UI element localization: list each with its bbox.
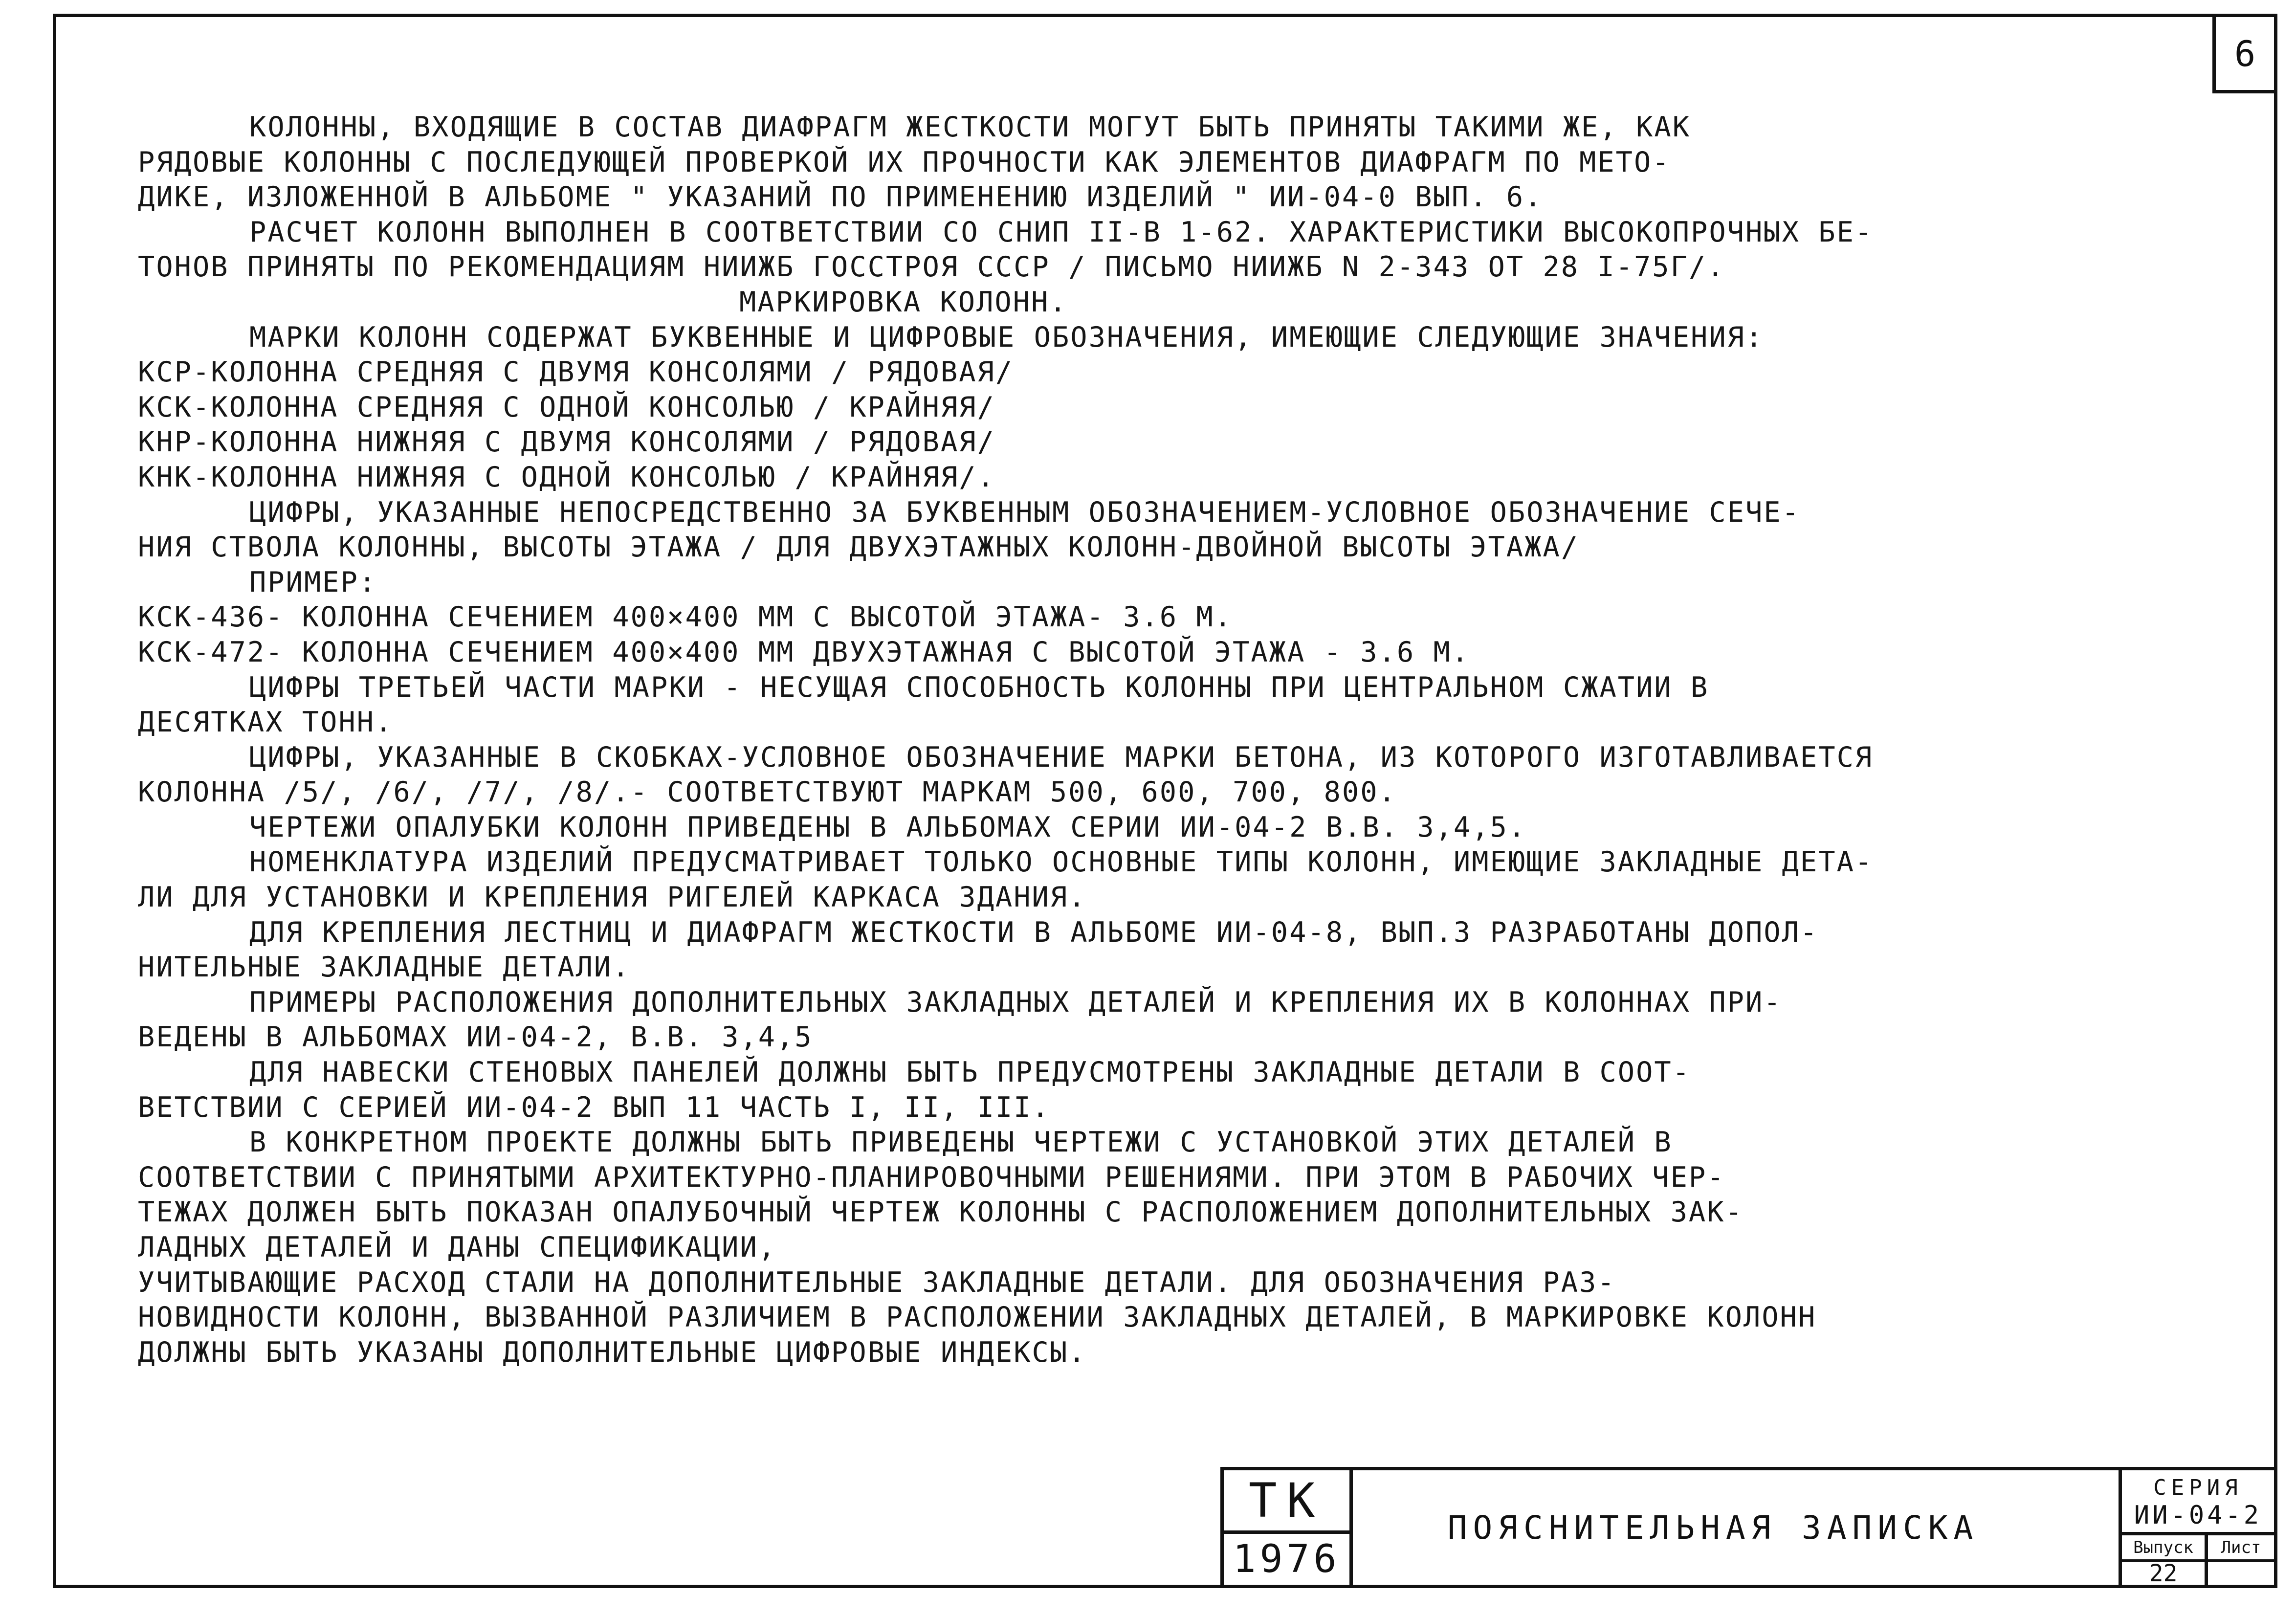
text-line: РЯДОВЫЕ КОЛОННЫ С ПОСЛЕДУЮЩЕЙ ПРОВЕРКОЙ ИХ ПРОЧНОСТИ КАК ЭЛЕМЕНТОВ ДИАФРАГМ ПО МЕТО- <box>138 146 1671 178</box>
text-line: ВЕДЕНЫ В АЛЬБОМАХ ИИ-04-2, В.В. 3,4,5 <box>138 1021 813 1054</box>
issue-value: 22 <box>2122 1559 2208 1585</box>
text-line: КНР-КОЛОННА НИЖНЯЯ С ДВУМЯ КОНСОЛЯМИ / РЯДОВАЯ/ <box>138 426 995 459</box>
text-line: СООТВЕТСТВИИ С ПРИНЯТЫМИ АРХИТЕКТУРНО-ПЛАНИРОВОЧНЫМИ РЕШЕНИЯМИ. ПРИ ЭТОМ В РАБОЧИХ ЧЕР- <box>138 1161 1725 1194</box>
text-line: ДИКЕ, ИЗЛОЖЕННОЙ В АЛЬБОМЕ " УКАЗАНИЙ ПО ПРИМЕНЕНИЮ ИЗДЕЛИЙ " ИИ-04-0 ВЫП. 6. <box>138 181 1543 214</box>
text-line: ДЛЯ КРЕПЛЕНИЯ ЛЕСТНИЦ И ДИАФРАГМ ЖЕСТКОСТИ В АЛЬБОМЕ ИИ-04-8, ВЫП.3 РАЗРАБОТАНЫ ДОПОЛ- <box>249 916 1819 949</box>
text-line: НОМЕНКЛАТУРА ИЗДЕЛИЙ ПРЕДУСМАТРИВАЕТ ТОЛЬКО ОСНОВНЫЕ ТИПЫ КОЛОНН, ИМЕЮЩИЕ ЗАКЛАДНЫЕ ДЕТА- <box>249 846 1874 879</box>
text-line: ЦИФРЫ, УКАЗАННЫЕ В СКОБКАХ-УСЛОВНОЕ ОБОЗНАЧЕНИЕ МАРКИ БЕТОНА, ИЗ КОТОРОГО ИЗГОТАВЛИВАЕТСЯ <box>249 741 1874 774</box>
text-line: ДЕСЯТКАХ ТОНН. <box>138 706 394 739</box>
text-line: ДЛЯ НАВЕСКИ СТЕНОВЫХ ПАНЕЛЕЙ ДОЛЖНЫ БЫТЬ ПРЕДУСМОТРЕНЫ ЗАКЛАДНЫЕ ДЕТАЛИ В СООТ- <box>249 1056 1691 1089</box>
text-line: РАСЧЕТ КОЛОНН ВЫПОЛНЕН В СООТВЕТСТВИИ СО СНИП II-В 1-62. ХАРАКТЕРИСТИКИ ВЫСОКОПРОЧНЫХ БЕ- <box>249 216 1874 248</box>
title-block-org-cell <box>1224 1470 1353 1585</box>
sheet-value <box>2208 1559 2274 1585</box>
text-line: ВЕТСТВИИ С СЕРИЕЙ ИИ-04-2 ВЫП 11 ЧАСТЬ I, II, III. <box>138 1091 1050 1124</box>
sheet-number: 6 <box>2212 17 2274 93</box>
org-code: ТК <box>1224 1470 1349 1534</box>
text-line: ЛИ ДЛЯ УСТАНОВКИ И КРЕПЛЕНИЯ РИГЕЛЕЙ КАРКАСА ЗДАНИЯ. <box>138 881 1087 914</box>
text-line: ЛАДНЫХ ДЕТАЛЕЙ И ДАНЫ СПЕЦИФИКАЦИИ, <box>138 1231 777 1263</box>
text-line: ПРИМЕР: <box>249 566 377 598</box>
text-line: КНК-КОЛОННА НИЖНЯЯ С ОДНОЙ КОНСОЛЬЮ / КРАЙНЯЯ/. <box>138 461 995 493</box>
text-line: НИТЕЛЬНЫЕ ЗАКЛАДНЫЕ ДЕТАЛИ. <box>138 951 631 984</box>
year: 1976 <box>1233 1537 1341 1581</box>
text-line: ЧЕРТЕЖИ ОПАЛУБКИ КОЛОНН ПРИВЕДЕНЫ В АЛЬБОМАХ СЕРИИ ИИ-04-2 В.В. 3,4,5. <box>249 811 1527 843</box>
text-line: МАРКИ КОЛОНН СОДЕРЖАТ БУКВЕННЫЕ И ЦИФРОВЫЕ ОБОЗНАЧЕНИЯ, ИМЕЮЩИЕ СЛЕДУЮЩИЕ ЗНАЧЕНИЯ: <box>249 321 1764 354</box>
text-line: КОЛОННЫ, ВХОДЯЩИЕ В СОСТАВ ДИАФРАГМ ЖЕСТКОСТИ МОГУТ БЫТЬ ПРИНЯТЫ ТАКИМИ ЖЕ, КАК <box>249 111 1691 143</box>
sheet-label: Лист <box>2208 1532 2274 1559</box>
text-line: ТЕЖАХ ДОЛЖЕН БЫТЬ ПОКАЗАН ОПАЛУБОЧНЫЙ ЧЕРТЕЖ КОЛОННЫ С РАСПОЛОЖЕНИЕМ ДОПОЛНИТЕЛЬНЫХ ЗАК- <box>138 1196 1744 1229</box>
title-block <box>1220 1467 2277 1588</box>
text-line: МАРКИРОВКА КОЛОНН. <box>739 286 1068 318</box>
series-value: ИИ-04-2 <box>2134 1501 2262 1530</box>
text-line: КСК-436- КОЛОННА СЕЧЕНИЕМ 400×400 ММ С ВЫСОТОЙ ЭТАЖА- 3.6 М. <box>138 601 1233 634</box>
text-line: НИЯ СТВОЛА КОЛОННЫ, ВЫСОТЫ ЭТАЖА / ДЛЯ ДВУХЭТАЖНЫХ КОЛОНН-ДВОЙНОЙ ВЫСОТЫ ЭТАЖА/ <box>138 531 1580 564</box>
text-line: ПРИМЕРЫ РАСПОЛОЖЕНИЯ ДОПОЛНИТЕЛЬНЫХ ЗАКЛАДНЫХ ДЕТАЛЕЙ И КРЕПЛЕНИЯ ИХ В КОЛОННАХ ПРИ- <box>249 986 1782 1019</box>
text-line: ТОНОВ ПРИНЯТЫ ПО РЕКОМЕНДАЦИЯМ НИИЖБ ГОССТРОЯ СССР / ПИСЬМО НИИЖБ N 2-343 ОТ 28 I-75Г/. <box>138 251 1725 284</box>
series-label: СЕРИЯ <box>2153 1475 2243 1500</box>
text-line: КОЛОННА /5/, /6/, /7/, /8/.- СООТВЕТСТВУЮТ МАРКАМ 500, 600, 700, 800. <box>138 776 1397 809</box>
text-line: ДОЛЖНЫ БЫТЬ УКАЗАНЫ ДОПОЛНИТЕЛЬНЫЕ ЦИФРОВЫЕ ИНДЕКСЫ. <box>138 1336 1087 1369</box>
text-line: НОВИДНОСТИ КОЛОНН, ВЫЗВАННОЙ РАЗЛИЧИЕМ В РАСПОЛОЖЕНИИ ЗАКЛАДНЫХ ДЕТАЛЕЙ, В МАРКИРОВКЕ КОЛОНН <box>138 1301 1817 1334</box>
document-title: ПОЯСНИТЕЛЬНАЯ ЗАПИСКА <box>1447 1508 1979 1547</box>
title-block-series-cell <box>2119 1470 2274 1585</box>
text-line: КСР-КОЛОННА СРЕДНЯЯ С ДВУМЯ КОНСОЛЯМИ / РЯДОВАЯ/ <box>138 356 1014 389</box>
text-line: КСК-472- КОЛОННА СЕЧЕНИЕМ 400×400 ММ ДВУХЭТАЖНАЯ С ВЫСОТОЙ ЭТАЖА - 3.6 М. <box>138 636 1470 668</box>
text-line: В КОНКРЕТНОМ ПРОЕКТЕ ДОЛЖНЫ БЫТЬ ПРИВЕДЕНЫ ЧЕРТЕЖИ С УСТАНОВКОЙ ЭТИХ ДЕТАЛЕЙ В <box>249 1126 1673 1159</box>
issue-label: Выпуск <box>2122 1532 2208 1559</box>
text-line: КСК-КОЛОННА СРЕДНЯЯ С ОДНОЙ КОНСОЛЬЮ / КРАЙНЯЯ/ <box>138 391 995 423</box>
text-line: УЧИТЫВАЮЩИЕ РАСХОД СТАЛИ НА ДОПОЛНИТЕЛЬНЫЕ ЗАКЛАДНЫЕ ДЕТАЛИ. ДЛЯ ОБОЗНАЧЕНИЯ РАЗ- <box>138 1266 1616 1299</box>
explanatory-note-text <box>138 110 2045 1469</box>
text-line: ЦИФРЫ ТРЕТЬЕЙ ЧАСТИ МАРКИ - НЕСУЩАЯ СПОСОБНОСТЬ КОЛОННЫ ПРИ ЦЕНТРАЛЬНОМ СЖАТИИ В <box>249 671 1709 704</box>
text-line: ЦИФРЫ, УКАЗАННЫЕ НЕПОСРЕДСТВЕННО ЗА БУКВЕННЫМ ОБОЗНАЧЕНИЕМ-УСЛОВНОЕ ОБОЗНАЧЕНИЕ СЕЧЕ- <box>249 496 1800 529</box>
